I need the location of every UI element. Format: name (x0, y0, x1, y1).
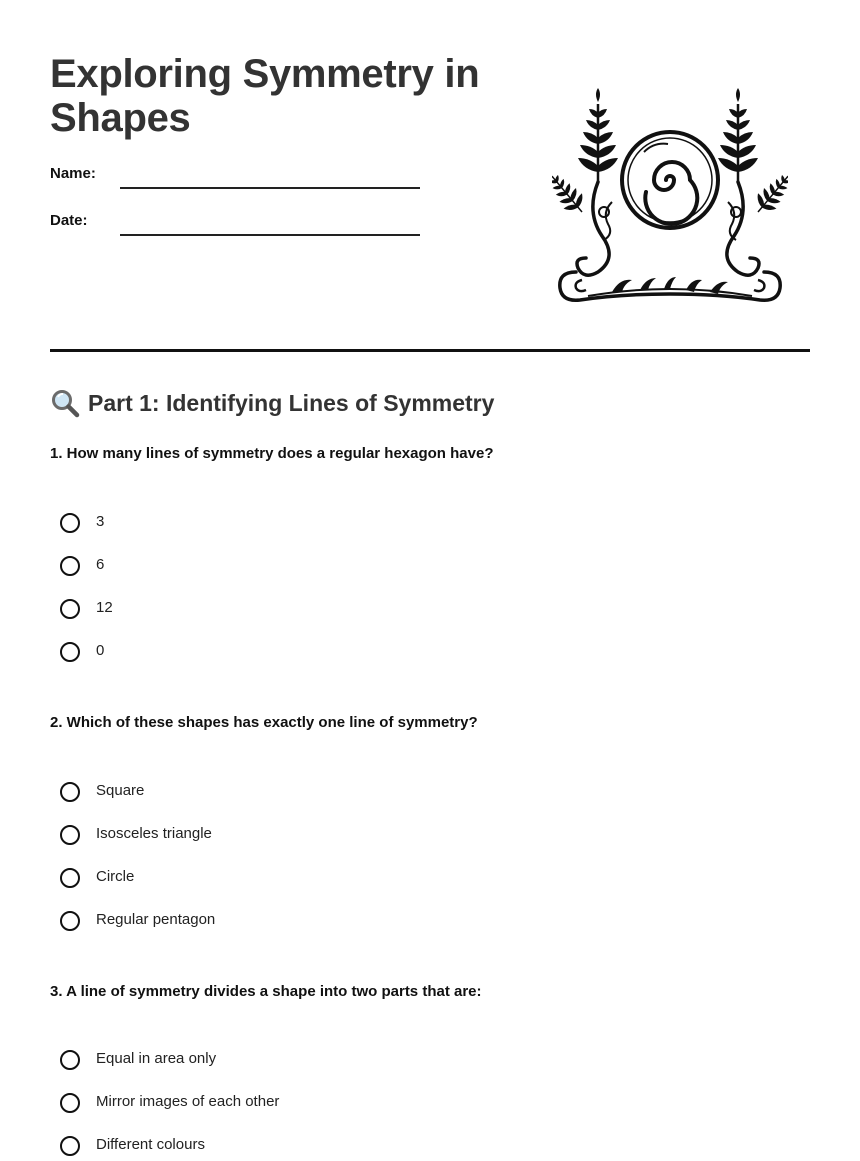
q3-option-1[interactable] (60, 1047, 216, 1073)
date-label: Date: (50, 212, 88, 229)
radio-button[interactable] (60, 1136, 80, 1156)
date-input-line[interactable] (120, 234, 420, 236)
option-label: Mirror images of each other (96, 1092, 280, 1110)
option-label: 6 (96, 555, 105, 573)
radio-button[interactable] (60, 825, 80, 845)
option-label: 12 (96, 598, 113, 616)
question-2: 2. Which of these shapes has exactly one line of symmetry? (50, 714, 478, 731)
question-3: 3. A line of symmetry divides a shape into two parts that are: (50, 983, 482, 1000)
radio-button[interactable] (60, 556, 80, 576)
option-label: Equal in area only (96, 1049, 217, 1067)
option-label: Different colours (96, 1135, 205, 1153)
fern-spiral-ornament-icon (552, 82, 788, 308)
question-1: 1. How many lines of symmetry does a regular hexagon have? (50, 445, 494, 462)
q1-option-2[interactable] (60, 553, 104, 579)
radio-button[interactable] (60, 911, 80, 931)
q1-option-3[interactable] (60, 596, 113, 622)
q1-option-1[interactable] (60, 510, 104, 536)
radio-button[interactable] (60, 1093, 80, 1113)
option-label: Square (96, 781, 145, 799)
option-label: Circle (96, 867, 135, 885)
q2-option-4[interactable] (60, 908, 215, 934)
radio-button[interactable] (60, 513, 80, 533)
radio-button[interactable] (60, 642, 80, 662)
magnifying-glass-icon (50, 388, 80, 418)
q1-option-4[interactable] (60, 639, 104, 665)
q3-option-2[interactable] (60, 1090, 279, 1116)
q2-option-3[interactable] (60, 865, 134, 891)
section-divider (50, 349, 810, 352)
radio-button[interactable] (60, 868, 80, 888)
radio-button[interactable] (60, 1050, 80, 1070)
q3-option-3[interactable] (60, 1133, 205, 1159)
radio-button[interactable] (60, 599, 80, 619)
radio-button[interactable] (60, 782, 80, 802)
part-1-heading (50, 387, 494, 419)
date-field-row (50, 212, 430, 240)
name-label: Name: (50, 165, 96, 182)
name-input-line[interactable] (120, 187, 420, 189)
option-label: 0 (96, 641, 105, 659)
q2-option-2[interactable] (60, 822, 212, 848)
option-label: Isosceles triangle (96, 824, 212, 842)
option-label: 3 (96, 512, 105, 530)
q2-option-1[interactable] (60, 779, 144, 805)
page-title: Exploring Symmetry in Shapes (50, 52, 480, 140)
part-1-title: Part 1: Identifying Lines of Symmetry (88, 390, 495, 416)
name-field-row (50, 165, 430, 193)
option-label: Regular pentagon (96, 910, 216, 928)
